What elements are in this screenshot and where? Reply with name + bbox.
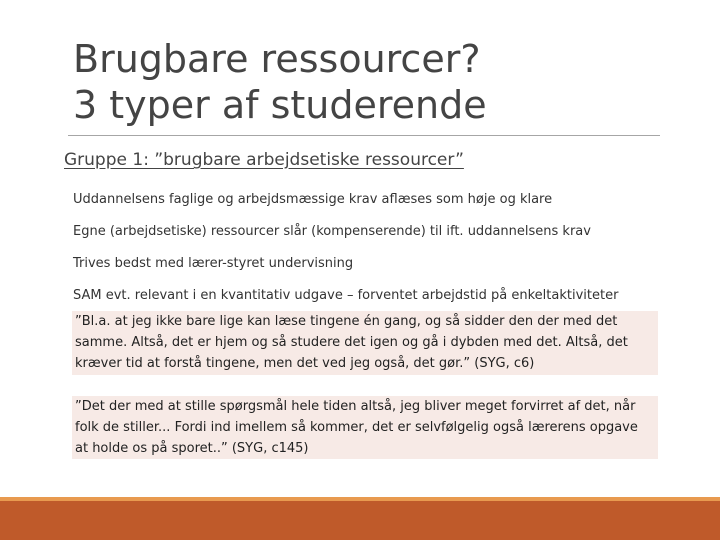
bullet-list bbox=[73, 190, 618, 318]
footer-bar bbox=[0, 501, 720, 540]
slide-title-line-2: 3 typer af studerende bbox=[73, 83, 487, 127]
title-divider bbox=[68, 135, 660, 136]
slide-title bbox=[73, 36, 673, 128]
slide-title-line-1: Brugbare ressourcer? bbox=[73, 37, 481, 81]
group-heading: Gruppe 1: ”brugbare arbejdsetiske ressourcer” bbox=[64, 150, 464, 170]
bullet-item: SAM evt. relevant i en kvantitativ udgave – forventet arbejdstid på enkeltaktiviteter bbox=[73, 288, 619, 303]
bullet-item: Trives bedst med lærer-styret undervisning bbox=[73, 256, 354, 271]
bullet-item: Egne (arbejdsetiske) ressourcer slår (kompenserende) til ift. uddannelsens krav bbox=[73, 224, 591, 239]
quote-box-2: ”Det der med at stille spørgsmål hele tiden altså, jeg bliver meget forvirret af det, når folk de stiller... Fordi ind imellem så kommer, det er selvfølgelig også lærerens opgave at holde os på sporet..” (SYG, c145) bbox=[72, 396, 658, 459]
bullet-item: Uddannelsens faglige og arbejdsmæssige krav aflæses som høje og klare bbox=[73, 192, 553, 207]
quote-box-1: ”Bl.a. at jeg ikke bare lige kan læse tingene én gang, og så sidder den der med det samme. Altså, det er hjem og så studere det igen og gå i dybden med det. Altså, det kræver tid at forstå tingene, men det ved jeg også, det gør.” (SYG, c6) bbox=[72, 311, 658, 375]
